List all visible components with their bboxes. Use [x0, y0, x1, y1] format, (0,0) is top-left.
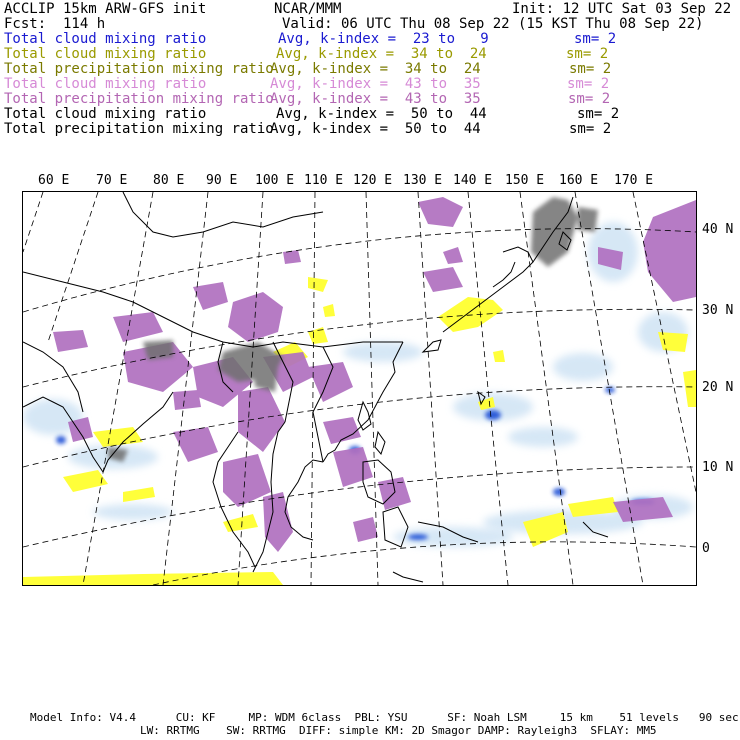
lat-label: 0: [702, 541, 710, 556]
field-avg: Avg, k-index = 50 to 44: [276, 106, 487, 122]
field-name: Total cloud mixing ratio: [4, 106, 207, 122]
map-canvas: [23, 192, 696, 585]
field-avg: Avg, k-index = 34 to 24: [270, 61, 481, 77]
lon-label: 80 E: [153, 173, 185, 188]
field-avg: Avg, k-index = 34 to 24: [276, 46, 487, 62]
lon-label: 130 E: [403, 173, 443, 188]
lat-label: 20 N: [702, 380, 734, 395]
lon-label: 110 E: [304, 173, 344, 188]
model-title: ACCLIP 15km ARW-GFS init: [4, 1, 207, 17]
lon-label: 90 E: [206, 173, 238, 188]
field-avg: Avg, k-index = 43 to 35: [270, 76, 481, 92]
lon-label: 160 E: [559, 173, 599, 188]
field-smoothing: sm= 2: [577, 106, 620, 122]
lon-label: 100 E: [255, 173, 295, 188]
field-name: Total cloud mixing ratio: [4, 46, 207, 62]
field-name: Total cloud mixing ratio: [4, 31, 207, 47]
field-smoothing: sm= 2: [569, 61, 612, 77]
field-name: Total precipitation mixing ratio: [4, 121, 274, 137]
lon-label: 150 E: [505, 173, 545, 188]
org-label: NCAR/MMM: [274, 1, 342, 17]
field-smoothing: sm= 2: [566, 46, 609, 62]
lon-label: 120 E: [353, 173, 393, 188]
lat-label: 10 N: [702, 460, 734, 475]
lon-label: 70 E: [96, 173, 128, 188]
valid-time: Valid: 06 UTC Thu 08 Sep 22 (15 KST Thu 08 Sep 22): [282, 16, 704, 32]
field-avg: Avg, k-index = 23 to 9: [278, 31, 489, 47]
lat-label: 40 N: [702, 222, 734, 237]
field-avg: Avg, k-index = 50 to 44: [270, 121, 481, 137]
field-name: Total precipitation mixing ratio: [4, 91, 274, 107]
init-time: Init: 12 UTC Sat 03 Sep 22: [512, 1, 732, 17]
lon-label: 60 E: [38, 173, 70, 188]
lon-label: 170 E: [614, 173, 654, 188]
model-info-line2: LW: RRTMG SW: RRTMG DIFF: simple KM: 2D Smagor DAMP: Rayleigh3 SFLAY: MM5: [140, 724, 657, 737]
lon-label: 140 E: [453, 173, 493, 188]
field-smoothing: sm= 2: [568, 91, 611, 107]
field-smoothing: sm= 2: [567, 76, 610, 92]
field-smoothing: sm= 2: [574, 31, 617, 47]
model-info-line1: Model Info: V4.4 CU: KF MP: WDM 6class PBL: YSU SF: Noah LSM 15 km 51 levels 90 sec: [30, 711, 739, 724]
lat-label: 30 N: [702, 303, 734, 318]
forecast-map: [22, 191, 697, 586]
field-name: Total precipitation mixing ratio: [4, 61, 274, 77]
field-name: Total cloud mixing ratio: [4, 76, 207, 92]
field-smoothing: sm= 2: [569, 121, 612, 137]
forecast-hour: Fcst: 114 h: [4, 16, 106, 32]
field-avg: Avg, k-index = 43 to 35: [270, 91, 481, 107]
